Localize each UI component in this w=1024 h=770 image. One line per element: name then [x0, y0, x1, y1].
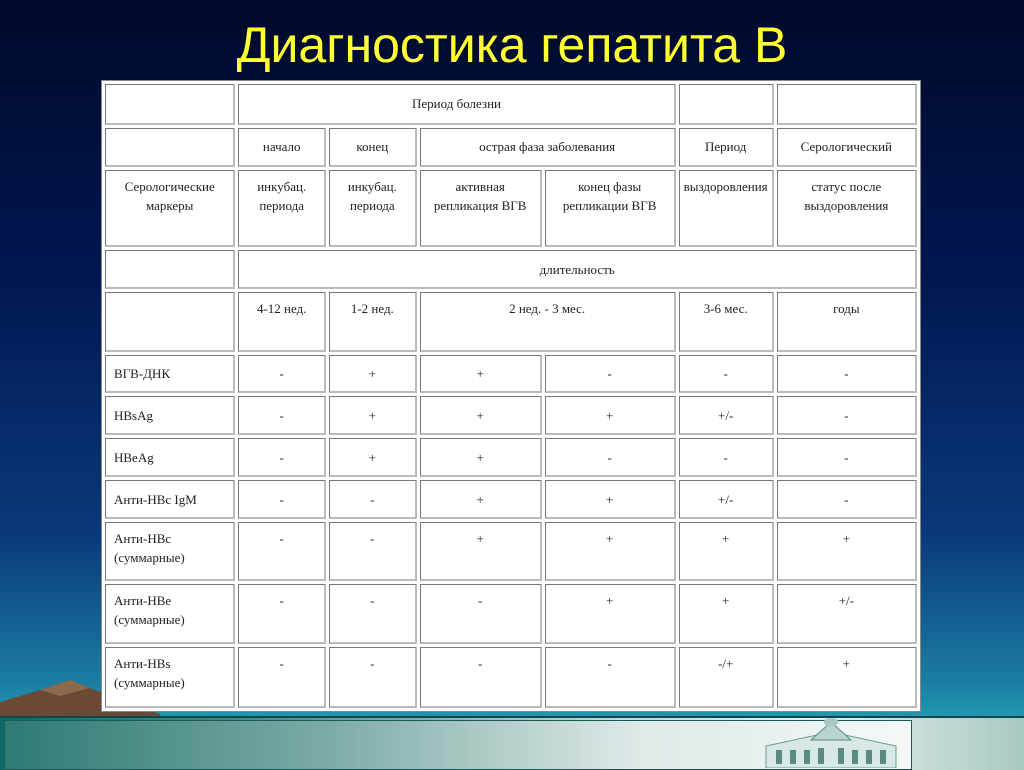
value-cell: -	[545, 438, 676, 477]
header-recovery: выздоровления	[679, 170, 774, 248]
header-empty-cell	[777, 84, 917, 125]
value-cell: +	[679, 522, 774, 581]
header-empty-cell	[105, 128, 235, 167]
value-cell: -	[545, 647, 676, 708]
value-cell: -	[238, 522, 326, 581]
value-cell: +	[420, 480, 542, 519]
value-cell: -	[329, 480, 417, 519]
marker-cell: Анти-HBc (суммарные)	[105, 522, 235, 581]
value-cell: +	[679, 584, 774, 643]
table-row	[105, 438, 917, 477]
value-cell: -	[329, 584, 417, 643]
marker-cell: ВГВ-ДНК	[105, 355, 235, 394]
marker-cell: Анти-HBs (суммарные)	[105, 647, 235, 708]
value-cell: -	[329, 522, 417, 581]
value-cell: -	[545, 355, 676, 394]
value-cell: -	[777, 355, 917, 394]
header-acute-phase: острая фаза заболевания	[420, 128, 676, 167]
marker-cell: Анти-HBc IgM	[105, 480, 235, 519]
table-row	[105, 355, 917, 394]
value-cell: -	[238, 584, 326, 643]
header-incubation-1: инкубац. периода	[238, 170, 326, 248]
header-period2: Период	[679, 128, 774, 167]
header-active-replication: активная репликация ВГВ	[420, 170, 542, 248]
value-cell: -	[679, 438, 774, 477]
value-cell: -	[238, 355, 326, 394]
value-cell: +	[420, 522, 542, 581]
value-cell: -	[420, 647, 542, 708]
header-end: конец	[329, 128, 417, 167]
table-row	[105, 522, 917, 581]
value-cell: +	[545, 480, 676, 519]
header-markers: Серологические маркеры	[105, 170, 235, 248]
header-period: Период болезни	[238, 84, 675, 125]
value-cell: +/-	[679, 396, 774, 435]
value-cell: +	[545, 584, 676, 643]
value-cell: -	[329, 647, 417, 708]
hepatitis-b-table	[101, 80, 921, 712]
value-cell: +/-	[679, 480, 774, 519]
slide-title: Диагностика гепатита В	[236, 17, 788, 73]
header-status-after: статус после выздоровления	[777, 170, 917, 248]
value-cell: +/-	[777, 584, 917, 643]
value-cell: +	[329, 355, 417, 394]
table-row	[105, 647, 917, 708]
value-cell: -	[238, 396, 326, 435]
value-cell: +	[329, 438, 417, 477]
value-cell: -	[777, 438, 917, 477]
marker-cell: Анти-HBe (суммарные)	[105, 584, 235, 643]
value-cell: +	[545, 396, 676, 435]
duration-3: 2 нед. - 3 мес.	[420, 292, 676, 351]
building-logo-icon	[756, 718, 906, 768]
header-empty-cell	[105, 292, 235, 351]
marker-cell: HBeAg	[105, 438, 235, 477]
value-cell: -	[238, 438, 326, 477]
value-cell: +	[777, 647, 917, 708]
value-cell: +	[545, 522, 676, 581]
duration-1: 4-12 нед.	[238, 292, 326, 351]
duration-2: 1-2 нед.	[329, 292, 417, 351]
value-cell: -	[777, 480, 917, 519]
header-empty-cell	[105, 84, 235, 125]
header-empty-cell	[679, 84, 774, 125]
header-start: начало	[238, 128, 326, 167]
value-cell: +	[329, 396, 417, 435]
table-row	[105, 480, 917, 519]
marker-cell: HBsAg	[105, 396, 235, 435]
value-cell: -	[679, 355, 774, 394]
header-empty-cell	[105, 250, 235, 289]
duration-4: 3-6 мес.	[679, 292, 774, 351]
value-cell: -	[238, 647, 326, 708]
value-cell: +	[420, 355, 542, 394]
value-cell: +	[777, 522, 917, 581]
table-row	[105, 396, 917, 435]
header-end-replication: конец фазы репликации ВГВ	[545, 170, 676, 248]
value-cell: -/+	[679, 647, 774, 708]
table-row	[105, 584, 917, 643]
value-cell: -	[420, 584, 542, 643]
header-serological: Серологический	[777, 128, 917, 167]
header-incubation-2: инкубац. периода	[329, 170, 417, 248]
value-cell: +	[420, 438, 542, 477]
duration-5: годы	[777, 292, 917, 351]
value-cell: +	[420, 396, 542, 435]
header-duration: длительность	[238, 250, 917, 289]
value-cell: -	[777, 396, 917, 435]
value-cell: -	[238, 480, 326, 519]
